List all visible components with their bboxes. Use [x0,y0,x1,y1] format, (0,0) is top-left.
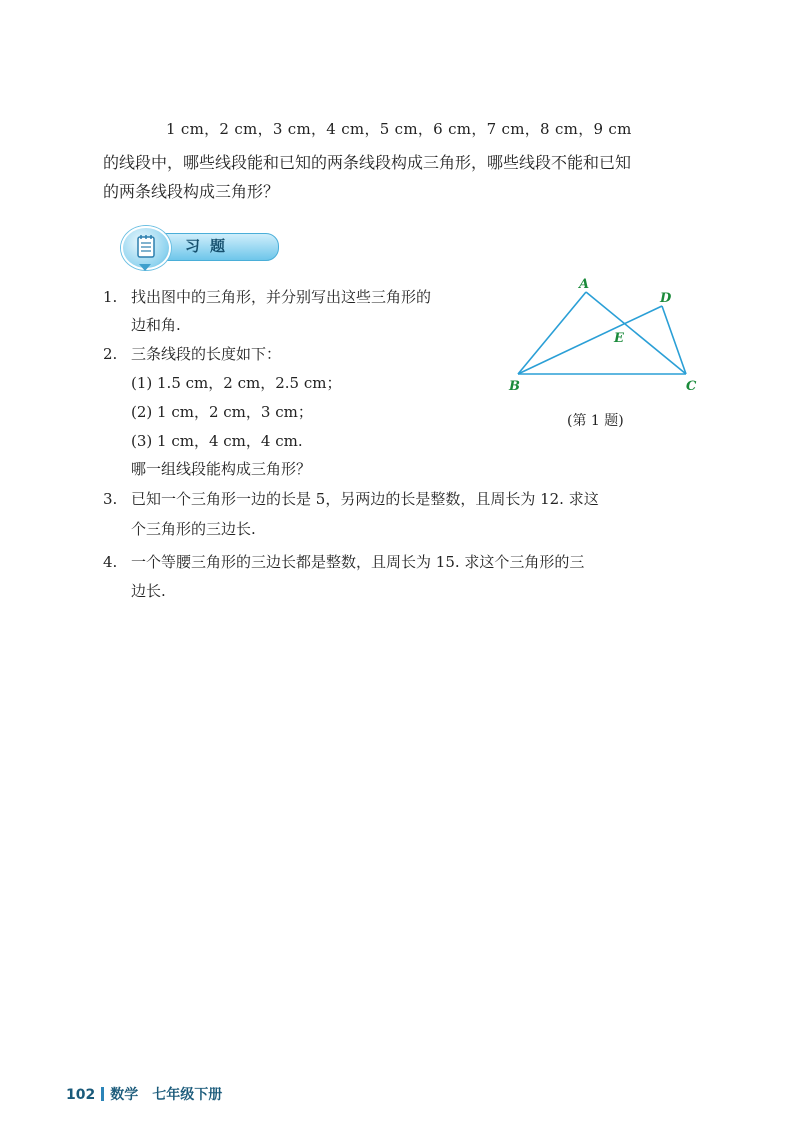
exercise-3 [103,488,599,509]
book-grade: 七年级下册 [152,1087,223,1103]
exercise-number: 3. [103,490,118,508]
exercise-4 [103,551,584,572]
badge-pointer-icon [139,264,151,271]
page-number: 102 [66,1087,96,1103]
exercise-1-line-2: 边和角. [131,316,181,334]
footer-divider [101,1087,104,1101]
exercise-2 [103,343,281,364]
exercise-text: 已知一个三角形一边的长是 5，另两边的长是整数，且周长为 12. 求这 [131,490,599,508]
book-subject: 数学 [110,1087,139,1103]
segment-ab [518,292,586,374]
exercise-2-option-2: (2) 1 cm，2 cm，3 cm； [131,403,313,421]
intro-text-line-2: 的两条线段构成三角形？ [103,182,280,201]
intro-text-line-1: 的线段中，哪些线段能和已知的两条线段构成三角形，哪些线段不能和已知 [103,153,632,172]
vertex-label-a: A [579,277,590,292]
exercise-text: 找出图中的三角形，并分别写出这些三角形的 [131,288,432,306]
exercise-3-line-2: 个三角形的三边长. [131,520,256,538]
exercise-2-option-1: (1) 1.5 cm，2 cm，2.5 cm； [131,374,342,392]
exercise-2-option-3: (3) 1 cm，4 cm，4 cm. [131,432,303,450]
exercise-number: 2. [103,345,118,363]
exercise-1 [103,286,431,307]
triangle-figure [500,276,710,396]
exercise-text: 一个等腰三角形的三边长都是整数，且周长为 15. 求这个三角形的三 [131,553,585,571]
vertex-label-c: C [686,379,697,394]
exercise-number: 4. [103,553,118,571]
vertex-label-b: B [509,379,520,394]
exercise-4-line-2: 边长. [131,582,166,600]
exercise-2-question: 哪一组线段能构成三角形？ [131,460,312,478]
segment-bd [518,306,662,374]
exercise-number: 1. [103,288,118,306]
section-title: 习题 [185,237,236,255]
exercise-text: 三条线段的长度如下： [131,345,282,363]
exercise-section-header [103,226,279,272]
vertex-label-d: D [660,291,672,306]
segment-lengths-list: 1 cm，2 cm，3 cm，4 cm，5 cm，6 cm，7 cm，8 cm，9 cm [166,120,632,138]
page-footer [66,1084,222,1104]
figure-caption: (第 1 题) [567,413,624,429]
vertex-label-e: E [614,331,624,346]
